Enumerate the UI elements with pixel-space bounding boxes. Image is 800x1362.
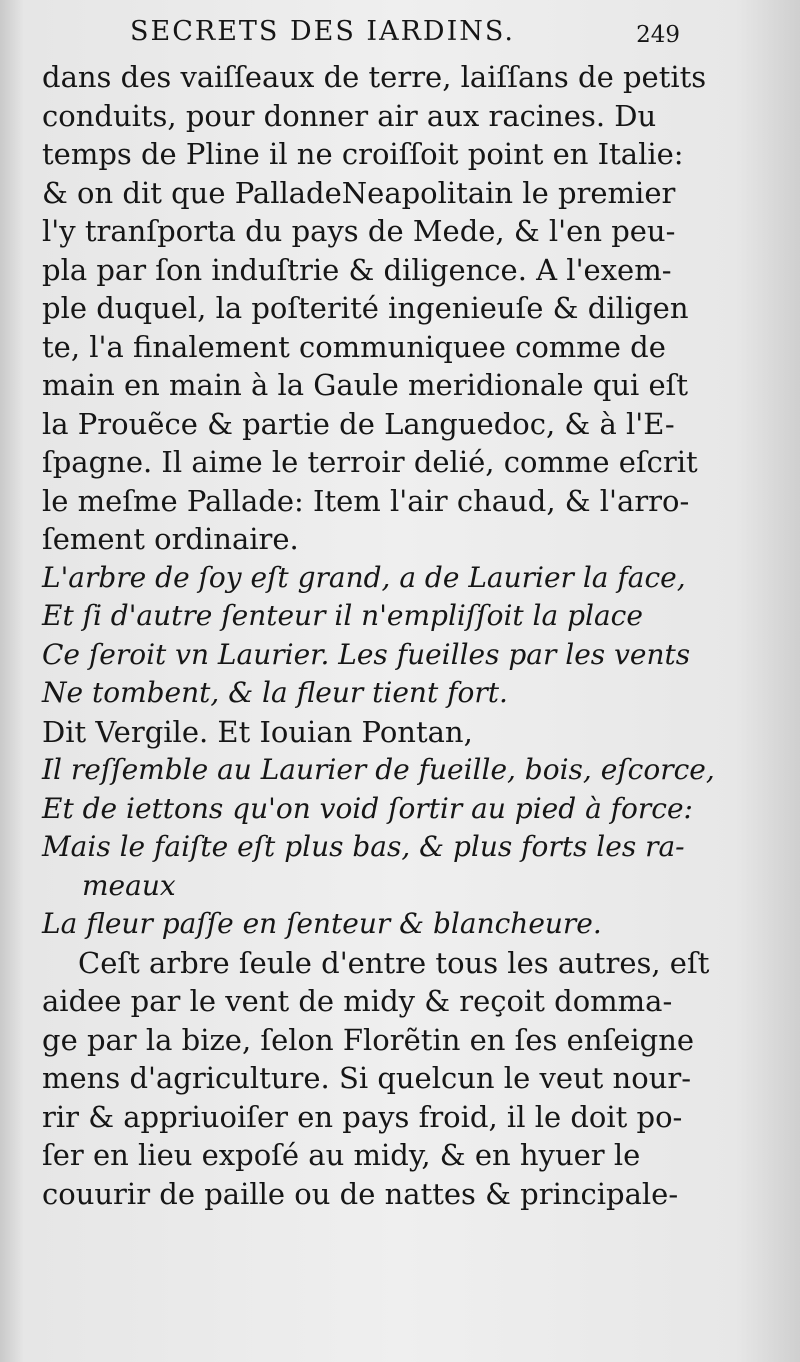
attribution-line: Dit Vergile. Et Iouian Pontan, <box>42 714 473 749</box>
body-line: couurir de paille ou de nattes & principale- <box>42 1176 679 1211</box>
verse-line: La fleur paſſe en ſenteur & blancheure. <box>42 907 602 940</box>
verse-line: Et de iettons qu'on void ſortir au pied à force: <box>42 791 693 825</box>
body-line: pla par ſon induſtrie & diligence. A l'exem- <box>42 252 672 287</box>
body-line: ge par la bize, ſelon Florẽtin en ſes enſeigne <box>42 1022 695 1057</box>
body-line: dans des vaiſſeaux de terre, laiſſans de petits <box>42 60 707 94</box>
body-line: conduits, pour donner air aux racines. Du <box>42 98 657 133</box>
body-line: Ceſt arbre ſeule d'entre tous les autres, eſt <box>78 945 710 980</box>
verse-line: Ne tombent, & la fleur tient fort. <box>42 676 508 709</box>
page-header <box>130 14 680 50</box>
body-line: ſpagne. Il aime le terroir delié, comme eſcrit <box>42 445 698 479</box>
body-line: aidee par le vent de midy & reçoit domma- <box>42 984 673 1018</box>
body-line: & on dit que PalladeNeapolitain le premier <box>42 175 676 210</box>
body-line: mens d'agriculture. Si quelcun le veut nour- <box>42 1061 692 1095</box>
verse-line: L'arbre de ſoy eſt grand, a de Laurier la face, <box>42 560 686 594</box>
body-line: le meſme Pallade: Item l'air chaud, & l'arro- <box>42 483 690 518</box>
page-number: 249 <box>636 22 680 48</box>
body-line: ſer en lieu expoſé au midy, & en hyuer le <box>42 1138 641 1172</box>
body-line: l'y tranſporta du pays de Mede, & l'en peu- <box>42 214 676 248</box>
body-line: la Prouẽce & partie de Languedoc, & à l'E- <box>42 406 675 441</box>
body-line: rir & appriuoiſer en pays froid, il le doit po- <box>42 1099 683 1134</box>
running-head: SECRETS DES IARDINS. <box>130 16 515 47</box>
body-line: main en main à la Gaule meridionale qui eſt <box>42 368 689 402</box>
body-line: ple duquel, la poſterité ingenieuſe & diligen <box>42 291 689 325</box>
body-line: te, l'a finalement communiquee comme de <box>42 329 666 364</box>
verse-line: Il reſſemble au Laurier de fueille, bois, eſcorce, <box>42 753 715 786</box>
text-block <box>42 58 715 1213</box>
verse-line: Et ſi d'autre ſenteur il n'empliſſoit la place <box>42 599 643 632</box>
body-line: temps de Pline il ne croiſſoit point en Italie: <box>42 137 684 171</box>
verse-line: Ce ſeroit vn Laurier. Les fueilles par les vents <box>42 637 691 671</box>
body-line: ſement ordinaire. <box>42 522 299 556</box>
verse-line: Mais le faiſte eſt plus bas, & plus forts les ra- <box>42 830 685 863</box>
verse-line: meaux <box>82 868 176 902</box>
